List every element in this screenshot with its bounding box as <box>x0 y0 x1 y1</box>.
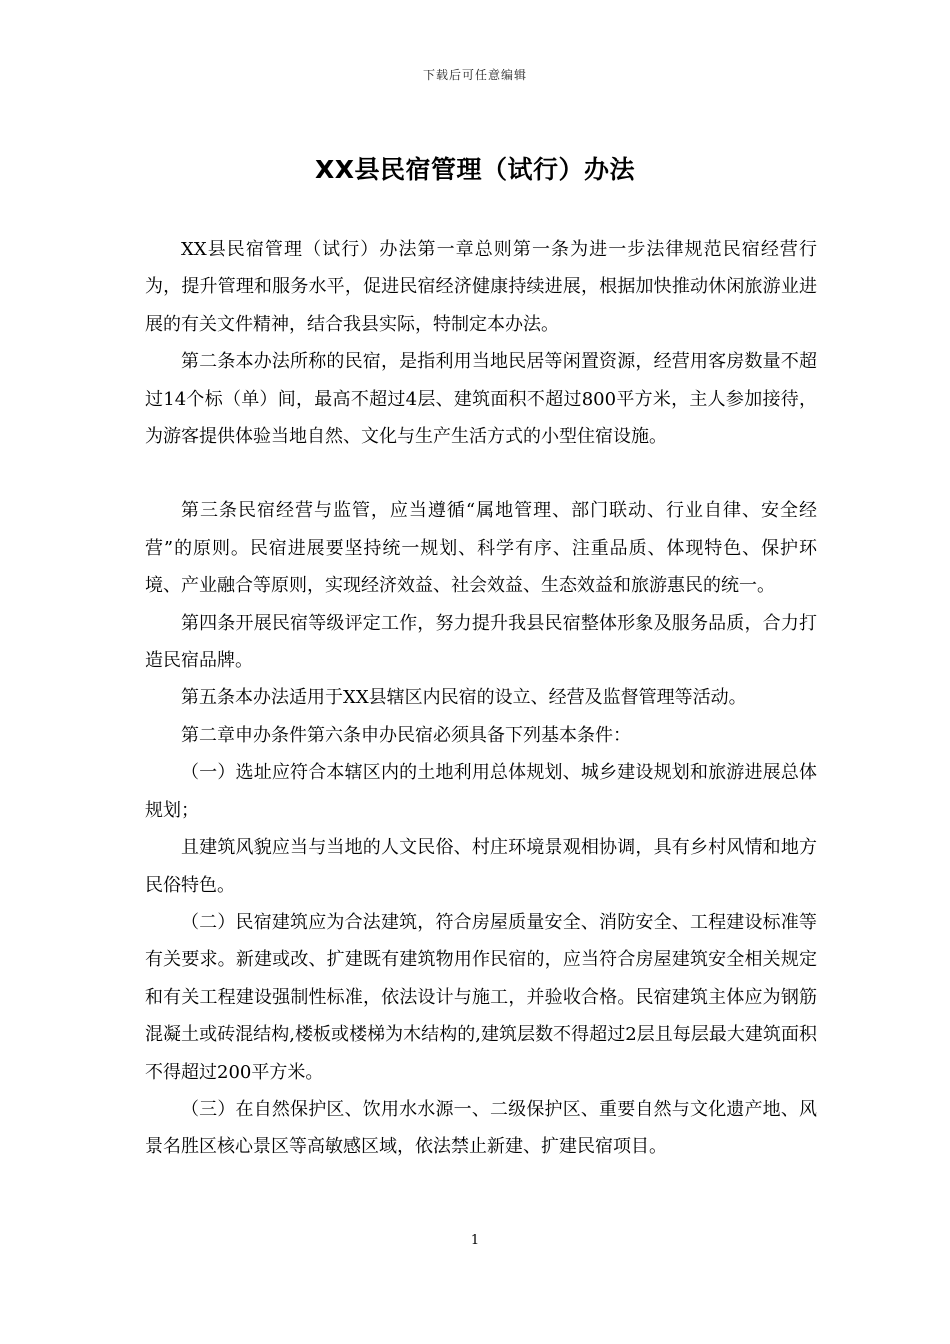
document-title: XX县民宿管理（试行）办法 <box>314 155 636 184</box>
paragraph-article-5: 第五条本办法适用于XX县辖区内民宿的设立、经营及监督管理等活动。 <box>181 687 747 709</box>
header-note: 下载后可任意编辑 <box>422 68 527 82</box>
paragraph-article-3: 第三条民宿经营与监管，应当遵循“属地管理、部门联动、行业自律、安全经营”的原则。民宿进展要坚持统一规划、科学有序、注重品质、体现特色、保护环境、产业融合等原则，实现经济效益、社会效益、生态效益和旅游惠民的统一。 <box>145 500 817 597</box>
document-body <box>145 231 817 1166</box>
paragraph-article-2: 第二条本办法所称的民宿，是指利用当地民居等闲置资源，经营用客房数量不超过14个标（单）间，最高不超过4层、建筑面积不超过800平方米，主人参加接待，为游客提供体验当地自然、文化与生产生活方式的小型住宿设施。 <box>145 351 817 448</box>
paragraph-condition-1-cont: 且建筑风貌应当与当地的人文民俗、村庄环境景观相协调，具有乡村风情和地方民俗特色。 <box>145 837 817 896</box>
paragraph-condition-1: （一）选址应符合本辖区内的土地利用总体规划、城乡建设规划和旅游进展总体规划； <box>145 762 817 821</box>
paragraph-article-4: 第四条开展民宿等级评定工作，努力提升我县民宿整体形象及服务品质，合力打造民宿品牌。 <box>145 612 817 672</box>
page-number: 1 <box>470 1233 480 1248</box>
paragraph-article-6: 第二章申办条件第六条申办民宿必须具备下列基本条件： <box>181 724 631 746</box>
paragraph-article-1: XX县民宿管理（试行）办法第一章总则第一条为进一步法律规范民宿经营行为，提升管理和服务水平，促进民宿经济健康持续进展，根据加快推动休闲旅游业进展的有关文件精神，结合我县实际，特制定本办法。 <box>145 239 817 335</box>
paragraph-condition-2: （二）民宿建筑应为合法建筑，符合房屋质量安全、消防安全、工程建设标准等有关要求。新建或改、扩建既有建筑物用作民宿的，应当符合房屋建筑安全相关规定和有关工程建设强制性标准，依法设计与施工，并验收合格。民宿建筑主体应为钢筋混凝土或砖混结构,楼板或楼梯为木结构的,建筑层数不得超过2层且每层最大建筑面积不得超过200平方米。 <box>145 911 817 1083</box>
paragraph-condition-3: （三）在自然保护区、饮用水水源一、二级保护区、重要自然与文化遗产地、风景名胜区核心景区等高敏感区域，依法禁止新建、扩建民宿项目。 <box>145 1098 817 1158</box>
